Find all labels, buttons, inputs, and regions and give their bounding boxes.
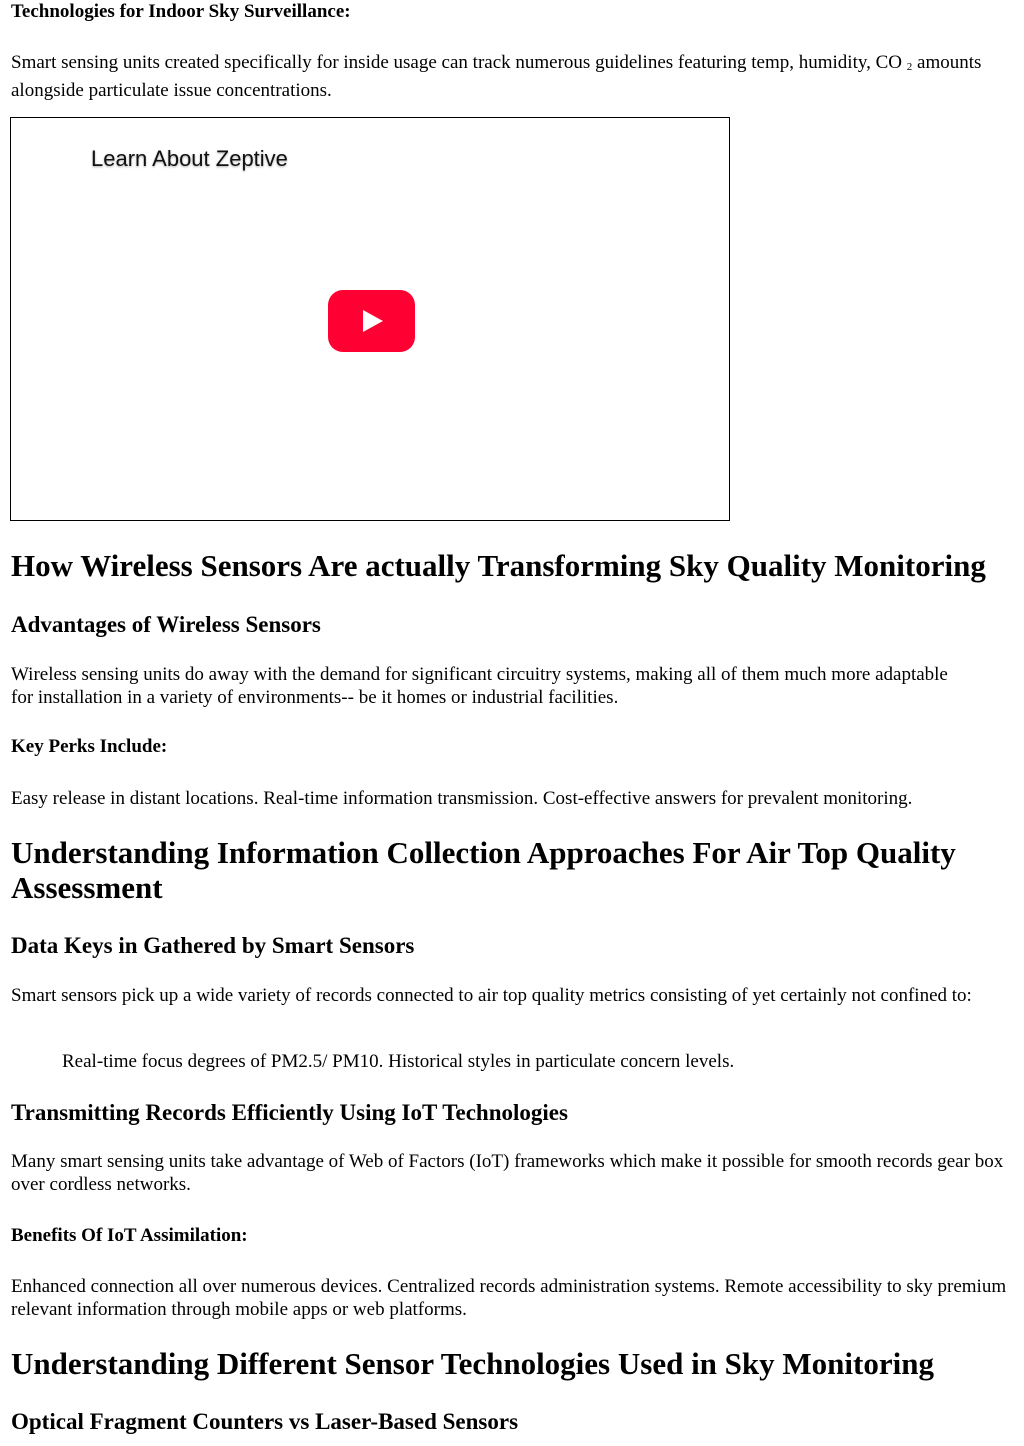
indoor-paragraph-text: Smart sensing units created specifically for inside usage can track numerous guidelines featuring temp, humidity, CO (11, 52, 903, 73)
iot-benefits-heading: Benefits Of IoT Assimilation: (11, 1225, 248, 1246)
data-keys-list: Real-time focus degrees of PM2.5/ PM10. Historical styles in particulate concern levels. (62, 1051, 735, 1072)
collection-heading: Understanding Information Collection Approaches For Air Top Quality Assessment (11, 835, 956, 905)
video-title[interactable]: Learn About Zeptive (91, 146, 288, 171)
wireless-heading: How Wireless Sensors Are actually Transforming Sky Quality Monitoring (11, 548, 986, 583)
optical-heading: Optical Fragment Counters vs Laser-Based Sensors (11, 1409, 519, 1434)
sensor-tech-heading: Understanding Different Sensor Technologies Used in Sky Monitoring (11, 1346, 934, 1381)
data-keys-paragraph: Smart sensors pick up a wide variety of records connected to air top quality metrics consisting of yet certainly not confined to: (11, 985, 972, 1006)
indoor-paragraph-end: amounts alongside particulate issue concentrations. (11, 52, 982, 101)
advantages-heading: Advantages of Wireless Sensors (11, 612, 321, 637)
iot-benefits-paragraph: Enhanced connection all over numerous devices. Centralized records administration systems. Remote accessibility to sky premium relevant information through mobile apps or web platforms. (11, 1276, 1007, 1320)
indoor-paragraph (11, 51, 1016, 102)
iot-paragraph: Many smart sensing units take advantage of Web of Factors (IoT) frameworks which make it possible for smooth records gear box over cordless networks. (11, 1151, 1004, 1195)
indoor-heading: Technologies for Indoor Sky Surveillance: (11, 1, 351, 22)
advantages-paragraph: Wireless sensing units do away with the demand for significant circuitry systems, making all of them much more adaptable for installation in a variety of environments-- be it homes or industrial facilities. (11, 664, 948, 708)
video-embed[interactable] (10, 117, 730, 521)
iot-heading: Transmitting Records Efficiently Using IoT Technologies (11, 1100, 568, 1125)
data-keys-heading: Data Keys in Gathered by Smart Sensors (11, 933, 415, 958)
key-perks-paragraph: Easy release in distant locations. Real-time information transmission. Cost-effective answers for prevalent monitoring. (11, 788, 913, 809)
youtube-play-icon[interactable] (328, 290, 415, 352)
co2-subscript: 2 (906, 61, 913, 73)
key-perks-heading: Key Perks Include: (11, 736, 168, 757)
